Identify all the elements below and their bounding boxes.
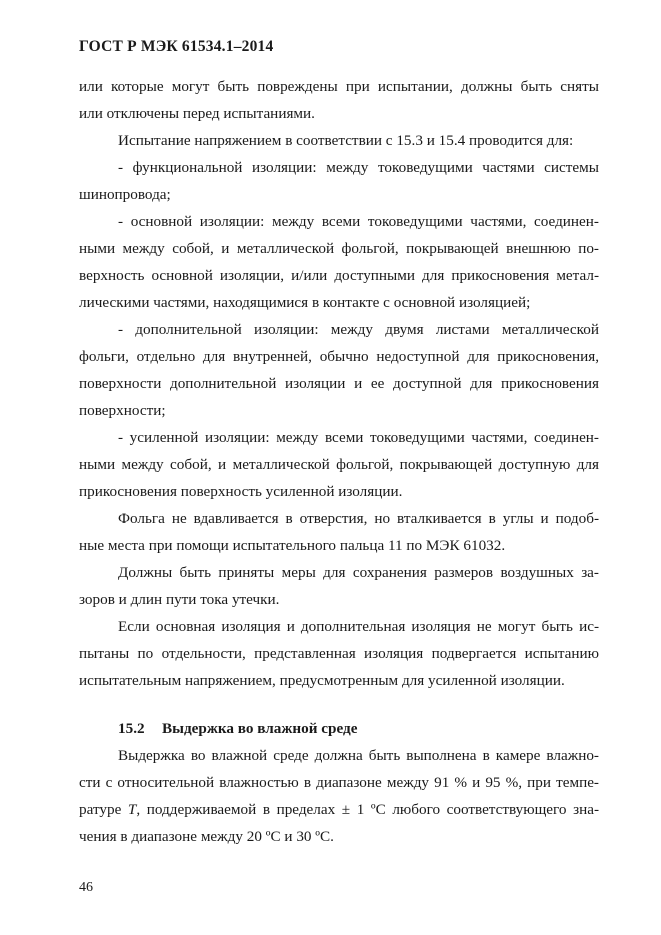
- list-item-line: поверхности дополнительной изоляции и ее доступной для прикосновения: [79, 375, 599, 392]
- text-line: или которые могут быть повреждены при испытании, должны быть сняты: [79, 78, 599, 95]
- text-line: Испытание напряжением в соответствии с 15.3 и 15.4 проводится для:: [118, 132, 574, 149]
- text-line: пытаны по отдельности, представленная изоляция подвергается испытанию: [79, 645, 599, 662]
- text-line: сти с относительной влажностью в диапазоне между 91 % и 95 %, при темпе-: [79, 774, 599, 791]
- text-line: Если основная изоляция и дополнительная изоляция не могут быть ис-: [118, 618, 599, 635]
- text-line: Должны быть приняты меры для сохранения размеров воздушных за-: [118, 564, 599, 581]
- text-line: ные места при помощи испытательного пальца 11 по МЭК 61032.: [79, 537, 506, 554]
- list-item-line: - основной изоляции: между всеми токоведущими частями, соединен-: [118, 213, 599, 230]
- text-line: зоров и длин пути тока утечки.: [79, 591, 280, 608]
- section-number: 15.2: [118, 720, 145, 737]
- text-line: Фольга не вдавливается в отверстия, но вталкивается в углы и подоб-: [118, 510, 599, 527]
- text-fragment: , поддерживаемой в пределах ± 1 ºC любого соответствующего зна-: [136, 801, 599, 818]
- list-item-line: прикосновения поверхность усиленной изоляции.: [79, 483, 403, 500]
- list-item-line: поверхности;: [79, 402, 166, 419]
- list-item-line: верхность основной изоляции, и/или доступными для прикосновения метал-: [79, 267, 599, 284]
- document-header: ГОСТ Р МЭК 61534.1–2014: [79, 38, 274, 55]
- section-heading: [118, 719, 638, 739]
- text-line: или отключены перед испытаниями.: [79, 105, 315, 122]
- variable-t: T: [127, 801, 137, 818]
- section-title: Выдержка во влажной среде: [162, 720, 358, 737]
- text-line: [79, 800, 599, 820]
- text-line: испытательным напряжением, предусмотренным для усиленной изоляции.: [79, 672, 565, 689]
- text-line: чения в диапазоне между 20 ºC и 30 ºC.: [79, 828, 334, 845]
- list-item-line: - функциональной изоляции: между токоведущими частями системы: [118, 159, 599, 176]
- list-item-line: шинопровода;: [79, 186, 171, 203]
- list-item-line: фольги, отдельно для внутренней, обычно недоступной для прикосновения,: [79, 348, 599, 365]
- text-fragment: ратуре: [79, 801, 128, 818]
- list-item-line: - усиленной изоляции: между всеми токоведущими частями, соединен-: [118, 429, 599, 446]
- page-number: 46: [79, 880, 93, 895]
- list-item-line: ными между собой, и металлической фольгой, покрывающей внешнюю по-: [79, 240, 599, 257]
- list-item-line: - дополнительной изоляции: между двумя листами металлической: [118, 321, 599, 338]
- text-line: Выдержка во влажной среде должна быть выполнена в камере влажно-: [118, 747, 599, 764]
- list-item-line: лическими частями, находящимися в контакте с основной изоляцией;: [79, 294, 531, 311]
- list-item-line: ными между собой, и металлической фольгой, покрывающей доступную для: [79, 456, 599, 473]
